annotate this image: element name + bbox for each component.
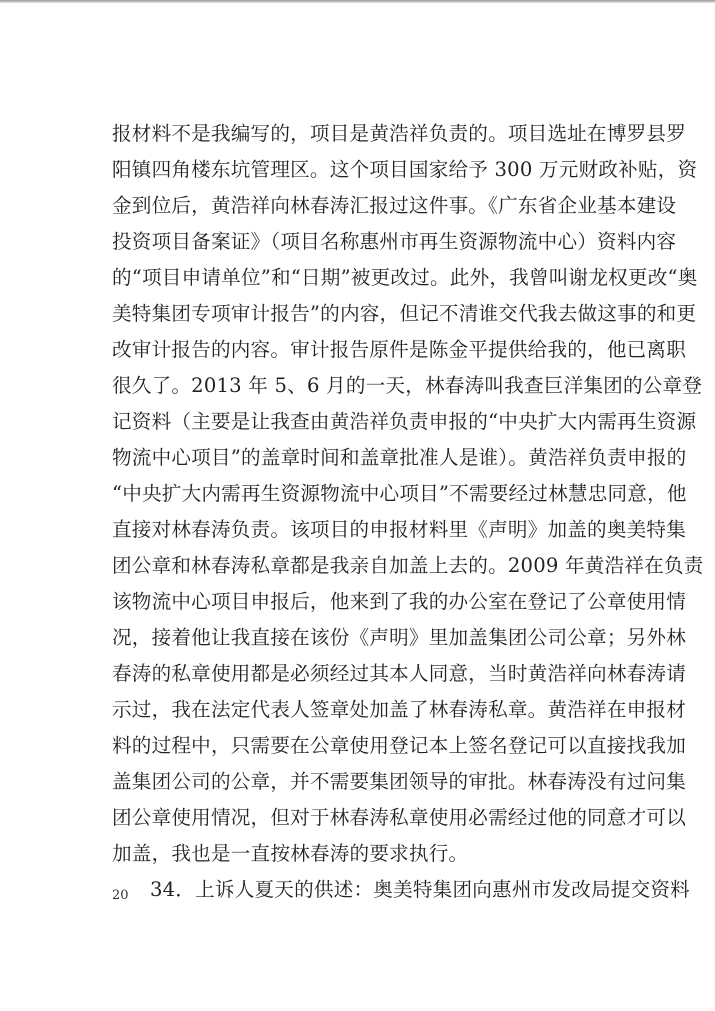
- text-line: 团公章和林春涛私章都是我亲自加盖上去的。2009 年黄浩祥在负责: [112, 554, 704, 577]
- text-line: 料的过程中，只需要在公章使用登记本上签名登记可以直接找我加: [112, 734, 687, 757]
- text-line: 很久了。2013 年 5、6 月的一天，林春涛叫我查巨洋集团的公章登: [112, 374, 703, 397]
- text-line: 团公章使用情况，但对于林春涛私章使用必需经过他的同意才可以: [112, 806, 687, 829]
- text-line: 物流中心项目”的盖章时间和盖章批准人是谁）。黄浩祥负责申报的: [112, 446, 687, 469]
- text-line: 美特集团专项审计报告”的内容，但记不清谁交代我去做这事的和更: [112, 302, 697, 325]
- text-line: 的“项目申请单位”和“日期”被更改过。此外，我曾叫谢龙权更改“奥: [112, 266, 698, 289]
- paragraph-34-heading-line: 34．上诉人夏天的供述：奥美特集团向惠州市发改局提交资料: [150, 878, 690, 901]
- text-line: 直接对林春涛负责。该项目的申报材料里《声明》加盖的奥美特集: [112, 518, 687, 541]
- page-number: 20: [112, 888, 129, 903]
- text-line: 记资料（主要是让我查由黄浩祥负责申报的“中央扩大内需再生资源: [112, 410, 697, 433]
- text-line: 盖集团公司的公章，并不需要集团领导的审批。林春涛没有过问集: [112, 770, 687, 793]
- text-line: 春涛的私章使用都是必须经过其本人同意，当时黄浩祥向林春涛请: [112, 662, 687, 685]
- text-line: 改审计报告的内容。审计报告原件是陈金平提供给我的，他已离职: [112, 338, 687, 361]
- text-line: 投资项目备案证》（项目名称惠州市再生资源物流中心）资料内容: [112, 230, 677, 253]
- text-line: 况，接着他让我直接在该份《声明》里加盖集团公司公章；另外林: [112, 626, 687, 649]
- text-line: 报材料不是我编写的，项目是黄浩祥负责的。项目选址在博罗县罗: [112, 122, 687, 145]
- text-line: “中央扩大内需再生资源物流中心项目”不需要经过林慧忠同意，他: [112, 482, 687, 505]
- scan-top-edge: [0, 0, 715, 3]
- text-line: 金到位后，黄浩祥向林春涛汇报过这件事。《广东省企业基本建设: [112, 194, 677, 217]
- text-line: 示过，我在法定代表人签章处加盖了林春涛私章。黄浩祥在申报材: [112, 698, 687, 721]
- text-line-last: 加盖，我也是一直按林春涛的要求执行。: [112, 842, 469, 865]
- text-line: 该物流中心项目申报后，他来到了我的办公室在登记了公章使用情: [112, 590, 687, 613]
- text-line: 阳镇四角楼东坑管理区。这个项目国家给予 300 万元财政补贴，资: [112, 158, 698, 181]
